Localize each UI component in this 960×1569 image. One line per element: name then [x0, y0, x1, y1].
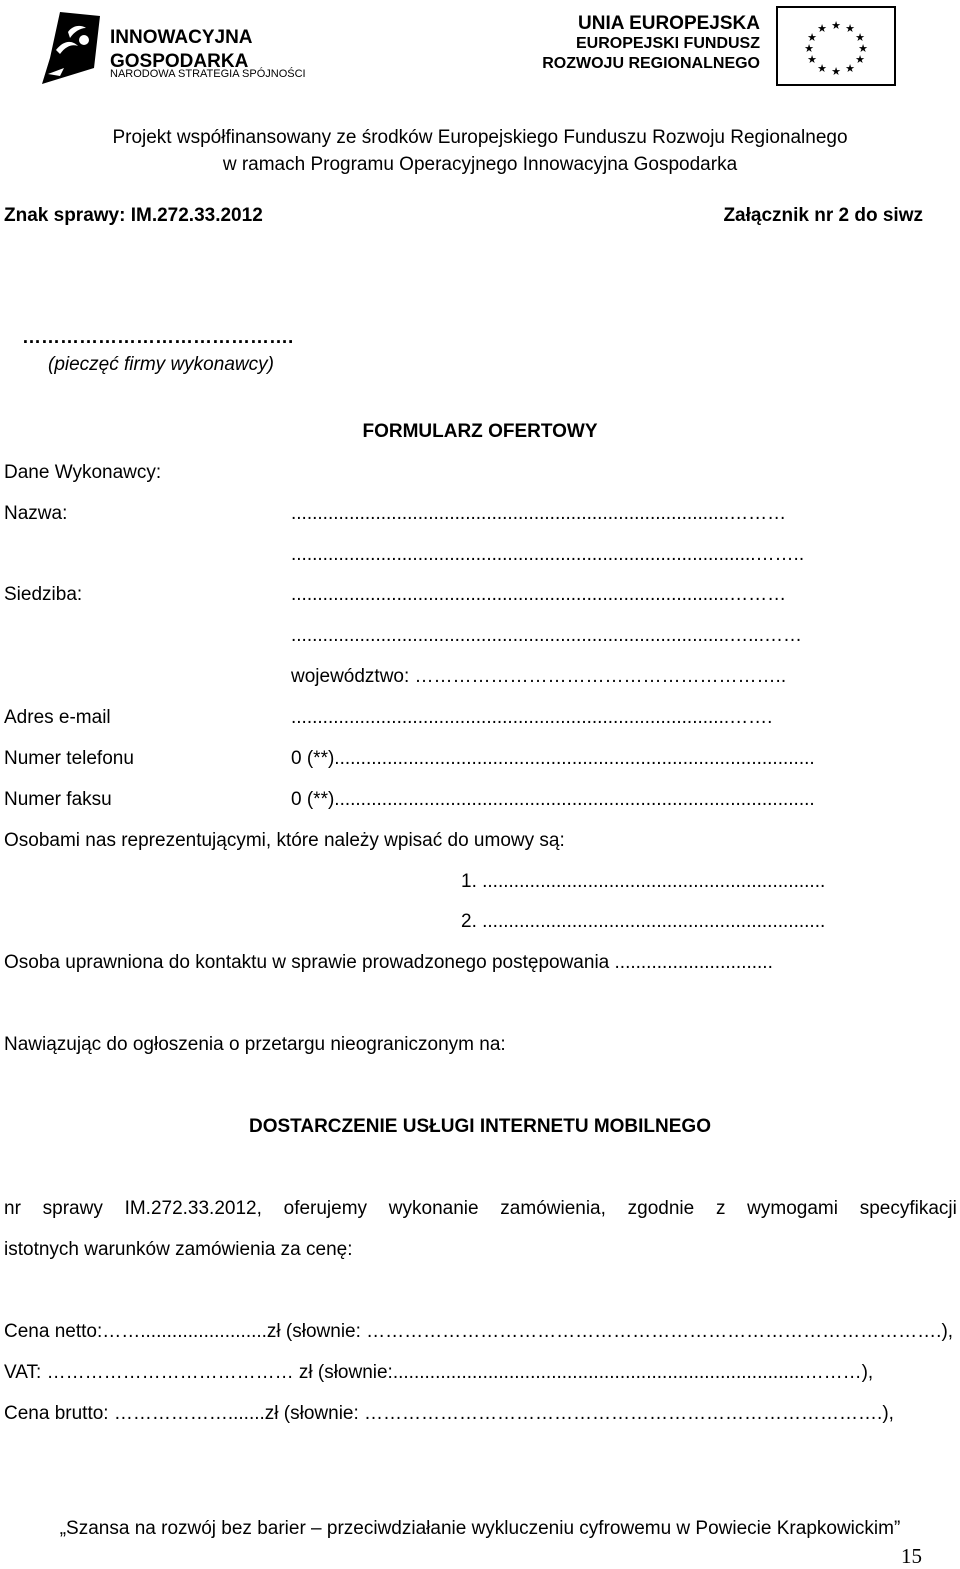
svg-text:★: ★ [817, 62, 827, 75]
vat-field: VAT: ………………………………… zł (słownie:..............................................................................………), [4, 1362, 874, 1383]
offer-word: wykonanie [388, 1198, 479, 1219]
offer-word: oferujemy [283, 1198, 368, 1219]
representative-2-field: 2. ................................................................. [461, 911, 826, 932]
phone-label: Numer telefonu [4, 748, 134, 769]
offer-word: z [715, 1198, 726, 1219]
page-number: 15 [901, 1544, 922, 1568]
email-label: Adres e-mail [4, 707, 111, 728]
seat-field-line-1: ...................................................................................……… [291, 584, 787, 605]
logo-line-2: GOSPODARKA [110, 51, 249, 72]
project-line-2: w ramach Programu Operacyjnego Innowacyjna Gospodarka [222, 154, 738, 175]
svg-text:★: ★ [831, 19, 841, 32]
offer-word: IM.272.33.2012, [124, 1198, 262, 1219]
contractor-heading: Dane Wykonawcy: [4, 462, 162, 483]
tender-subject: DOSTARCZENIE USŁUGI INTERNETU MOBILNEGO [249, 1116, 711, 1137]
representative-1-field: 1. ................................................................. [461, 871, 826, 892]
eu-line-1: UNIA EUROPEJSKA [578, 13, 760, 34]
fax-label: Numer faksu [4, 789, 112, 810]
tender-intro: Nawiązując do ogłoszenia o przetargu nieograniczonym na: [4, 1034, 506, 1055]
email-field: ...................................................................................……. [291, 707, 773, 728]
svg-text:★: ★ [855, 31, 865, 44]
footer-slogan: „Szansa na rozwój bez barier – przeciwdziałanie wykluczeniu cyfrowemu w Powiecie Krapkowickim” [59, 1518, 901, 1539]
svg-text:★: ★ [831, 65, 841, 78]
gross-price-field: Cena brutto: ……………….......zł (słownie: ……………………………………………………………………….), [4, 1403, 894, 1424]
eu-logo [542, 6, 900, 92]
offer-word: sprawy [42, 1198, 103, 1219]
seat-label: Siedziba: [4, 584, 83, 605]
name-field-line-1: ...................................................................................……… [291, 503, 787, 524]
eu-line-3: ROZWOJU REGIONALNEGO [542, 55, 760, 72]
representatives-label: Osobami nas reprezentującymi, które należy wpisać do umowy są: [4, 830, 565, 851]
offer-line-1 [4, 1198, 957, 1220]
stamp-label: (pieczęć firmy wykonawcy) [48, 354, 274, 375]
offer-word: wymogami [747, 1198, 838, 1219]
logo-line-3: NARODOWA STRATEGIA SPÓJNOŚCI [110, 68, 306, 80]
name-label: Nazwa: [4, 503, 68, 524]
svg-text:★: ★ [807, 53, 817, 66]
eu-line-2: EUROPEJSKI FUNDUSZ [575, 35, 760, 52]
logo-line-1: INNOWACYJNA [110, 27, 253, 48]
svg-text:★: ★ [858, 42, 868, 55]
offer-word: zgodnie [627, 1198, 695, 1219]
name-field-line-2: ........................................................................................…….. [291, 544, 805, 565]
offer-word: zamówienia, [500, 1198, 606, 1219]
attachment-label: Załącznik nr 2 do siwz [723, 205, 923, 226]
eu-flag-icon [776, 6, 896, 86]
contact-person-field: Osoba uprawniona do kontaktu w sprawie prowadzonego postępowania .............................. [4, 952, 773, 973]
offer-word: specyfikacji [859, 1198, 957, 1219]
innowacyjna-gospodarka-logo [38, 10, 306, 88]
project-line-1: Projekt współfinansowany ze środków Europejskiego Funduszu Rozwoju Regionalnego [112, 127, 848, 148]
svg-text:★: ★ [807, 31, 817, 44]
svg-text:★: ★ [817, 22, 827, 35]
case-number: Znak sprawy: IM.272.33.2012 [4, 205, 263, 226]
stamp-dots: ……………………………………. [22, 327, 294, 348]
offer-line-2: istotnych warunków zamówienia za cenę: [4, 1239, 353, 1260]
svg-text:★: ★ [845, 62, 855, 75]
svg-text:★: ★ [845, 22, 855, 35]
form-title: FORMULARZ OFERTOWY [362, 421, 598, 442]
fax-field: 0 (**)........................................................................................... [291, 789, 815, 810]
net-price-field: Cena netto:……........................zł (słownie: ……………………………………………………………………………….), [4, 1321, 954, 1342]
offer-word: nr [4, 1198, 21, 1219]
svg-text:★: ★ [804, 42, 814, 55]
ig-emblem-icon [38, 10, 108, 88]
seat-field-line-2: ...................................................................................…...…… [291, 625, 802, 646]
svg-text:★: ★ [855, 53, 865, 66]
phone-field: 0 (**)........................................................................................... [291, 748, 815, 769]
voivodeship-field: województwo: ………………………………………………….. [291, 666, 787, 687]
